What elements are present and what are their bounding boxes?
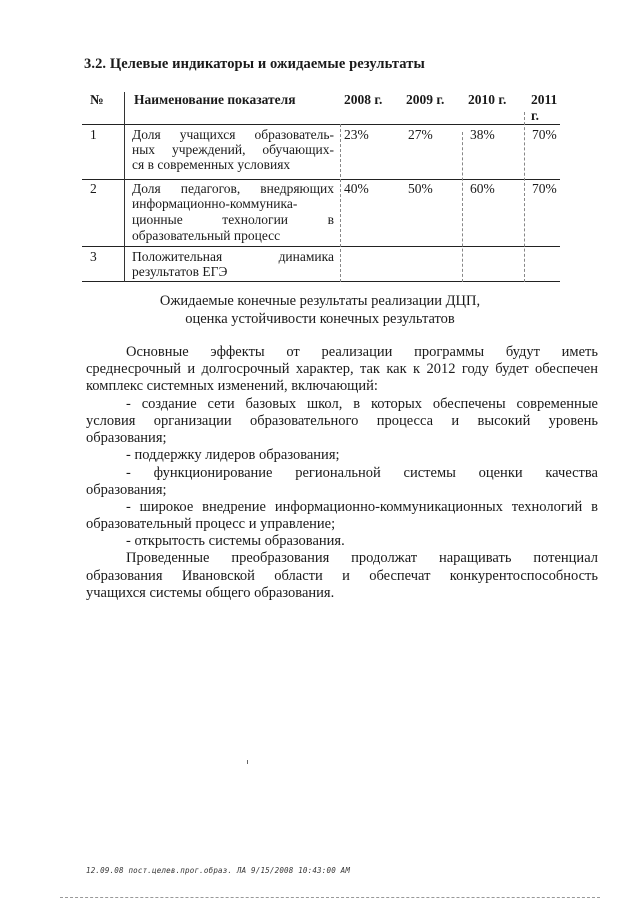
bullet-line: - создание сети базовых школ, в которых обеспечены современные xyxy=(126,396,598,412)
value-2011: 70% xyxy=(532,181,557,196)
footer-file-info: 12.09.08 пост.целев.прог.образ. ЛА 9/15/2008 10:43:00 AM xyxy=(86,866,351,875)
bullet-line: образования; xyxy=(86,430,167,446)
results-subheading-line1: Ожидаемые конечные результаты реализации ДЦП, xyxy=(159,293,481,309)
section-title: 3.2. Целевые индикаторы и ожидаемые результаты xyxy=(84,56,425,72)
value-2009: 50% xyxy=(408,181,433,196)
bullet-line: - функционирование региональной системы оценки качества xyxy=(126,465,598,481)
paragraph-line: Проведенные преобразования продолжат наращивать потенциал xyxy=(126,550,598,566)
value-2010: 38% xyxy=(470,127,495,142)
bullet-line: - широкое внедрение информационно-коммуникационных технологий в xyxy=(126,499,598,515)
row-name-line: ных учреждений, обучающих- xyxy=(132,142,334,157)
value-2008: 40% xyxy=(344,181,369,196)
bullet-line: - открытость системы образования. xyxy=(126,533,345,549)
table-column-line xyxy=(340,124,341,282)
row-name-line: ционные технологии в xyxy=(132,212,334,227)
value-2009: 27% xyxy=(408,127,433,142)
header-2011: 2011 г. xyxy=(531,92,558,123)
row-num: 1 xyxy=(90,127,97,142)
row-name-line: образовательный процесс xyxy=(132,228,281,243)
paragraph-line: среднесрочный и долгосрочный характер, так как к 2012 году будет обеспечен xyxy=(86,361,598,377)
row-name-line: ся в современных условиях xyxy=(132,157,291,172)
header-num: № xyxy=(90,92,104,107)
value-2008: 23% xyxy=(344,127,369,142)
table-rule xyxy=(82,281,560,282)
paragraph-line: комплекс системных изменений, включающий: xyxy=(86,378,378,394)
table-column-line xyxy=(462,132,463,282)
paragraph-line: Основные эффекты от реализации программы будут иметь xyxy=(126,344,598,360)
row-name-line: информационно-коммуника- xyxy=(132,196,298,211)
row-name-line: Доля педагогов, внедряющих xyxy=(132,181,334,196)
header-2008: 2008 г. xyxy=(344,92,383,107)
table-column-line xyxy=(524,112,525,282)
bullet-line: образовательный процесс и управление; xyxy=(86,516,336,532)
table-rule xyxy=(82,179,560,180)
value-2011: 70% xyxy=(532,127,557,142)
row-num: 3 xyxy=(90,249,97,264)
bullet-line: - поддержку лидеров образования; xyxy=(126,447,340,463)
results-subheading-line2: оценка устойчивости конечных результатов xyxy=(185,311,455,327)
table-column-line xyxy=(124,92,125,282)
header-2009: 2009 г. xyxy=(406,92,445,107)
paragraph-line: учащихся системы общего образования. xyxy=(86,585,335,601)
value-2010: 60% xyxy=(470,181,495,196)
table-rule xyxy=(82,246,560,247)
row-num: 2 xyxy=(90,181,97,196)
header-name: Наименование показателя xyxy=(134,92,296,107)
bullet-line: условия организации образовательного процесса и высокий уровень xyxy=(86,413,598,429)
scan-edge xyxy=(60,897,600,898)
bullet-line: образования; xyxy=(86,482,167,498)
row-name-line: Доля учащихся образователь- xyxy=(132,127,334,142)
table-rule xyxy=(82,124,560,125)
row-name-line: результатов ЕГЭ xyxy=(132,264,228,279)
row-name-line: Положительная динамика xyxy=(132,249,334,264)
header-2010: 2010 г. xyxy=(468,92,507,107)
paragraph-line: образования Ивановской области и обеспечат конкурентоспособность xyxy=(86,568,598,584)
scan-mark xyxy=(247,760,248,764)
